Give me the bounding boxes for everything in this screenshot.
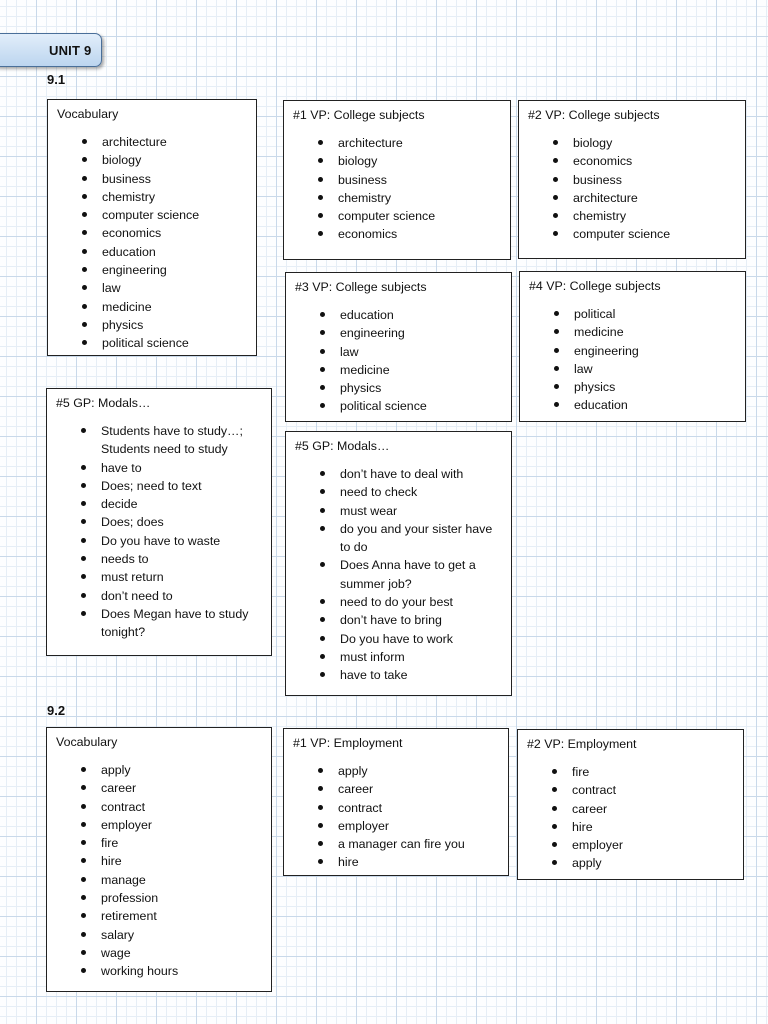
- list-item: career: [101, 779, 263, 797]
- list-item: employer: [572, 836, 735, 854]
- box-title: #1 VP: Employment: [293, 736, 403, 750]
- bullet-list: [527, 763, 735, 873]
- vp2-college-subjects-box: [518, 100, 746, 259]
- list-item: employer: [338, 817, 500, 835]
- list-item: biology: [102, 151, 248, 169]
- bullet-list: [293, 134, 502, 244]
- list-item: business: [573, 171, 737, 189]
- list-item: Does; need to text: [101, 477, 263, 495]
- bullet-list: [295, 306, 503, 416]
- list-item: have to take: [340, 666, 503, 684]
- list-item: retirement: [101, 907, 263, 925]
- list-item: apply: [101, 761, 263, 779]
- list-item: need to do your best: [340, 593, 503, 611]
- bullet-list: [56, 422, 263, 642]
- list-item: working hours: [101, 962, 263, 980]
- list-item: architecture: [338, 134, 502, 152]
- list-item: physics: [574, 378, 737, 396]
- box-title: Vocabulary: [56, 735, 118, 749]
- list-item: apply: [572, 854, 735, 872]
- list-item: manage: [101, 871, 263, 889]
- list-item: apply: [338, 762, 500, 780]
- list-item: must return: [101, 568, 263, 586]
- list-item: law: [574, 360, 737, 378]
- list-item: don’t need to: [101, 587, 263, 605]
- list-item: salary: [101, 926, 263, 944]
- list-item: contract: [572, 781, 735, 799]
- vp4-college-subjects-box: [519, 271, 746, 422]
- box-title: #4 VP: College subjects: [529, 279, 661, 293]
- list-item: don’t have to deal with: [340, 465, 503, 483]
- section-heading-9-2: 9.2: [47, 703, 66, 718]
- section-heading-9-1: 9.1: [47, 72, 66, 87]
- list-item: career: [338, 780, 500, 798]
- list-item: Does; does: [101, 513, 263, 531]
- box-title: Vocabulary: [57, 107, 119, 121]
- box-title: #3 VP: College subjects: [295, 280, 427, 294]
- list-item: economics: [573, 152, 737, 170]
- list-item: political science: [340, 397, 503, 415]
- list-item: needs to: [101, 550, 263, 568]
- list-item: medicine: [574, 323, 737, 341]
- list-item: computer science: [338, 207, 502, 225]
- list-item: medicine: [340, 361, 503, 379]
- list-item: economics: [338, 225, 502, 243]
- list-item: wage: [101, 944, 263, 962]
- unit-tab: UNIT 9: [0, 33, 102, 67]
- list-item: fire: [572, 763, 735, 781]
- list-item: engineering: [574, 342, 737, 360]
- vp1-college-subjects-box: [283, 100, 511, 260]
- list-item: law: [340, 343, 503, 361]
- list-item: do you and your sister have to do: [340, 520, 503, 557]
- list-item: must inform: [340, 648, 503, 666]
- list-item: law: [102, 279, 248, 297]
- list-item: chemistry: [573, 207, 737, 225]
- bullet-list: [293, 762, 500, 872]
- list-item: employer: [101, 816, 263, 834]
- vp2-employment-box: [517, 729, 744, 880]
- list-item: a manager can fire you: [338, 835, 500, 853]
- list-item: engineering: [102, 261, 248, 279]
- list-item: hire: [572, 818, 735, 836]
- bullet-list: [295, 465, 503, 685]
- box-title: #2 VP: College subjects: [528, 108, 660, 122]
- vocabulary-box-9-2: [46, 727, 272, 992]
- list-item: education: [102, 243, 248, 261]
- bullet-list: [529, 305, 737, 415]
- box-title: #1 VP: College subjects: [293, 108, 425, 122]
- list-item: profession: [101, 889, 263, 907]
- list-item: biology: [573, 134, 737, 152]
- list-item: computer science: [573, 225, 737, 243]
- list-item: economics: [102, 224, 248, 242]
- list-item: Do you have to work: [340, 630, 503, 648]
- vocabulary-box-9-1: [47, 99, 257, 356]
- list-item: career: [572, 800, 735, 818]
- list-item: computer science: [102, 206, 248, 224]
- list-item: have to: [101, 459, 263, 477]
- box-title: #5 GP: Modals…: [295, 439, 390, 453]
- list-item: don’t have to bring: [340, 611, 503, 629]
- vp3-college-subjects-box: [285, 272, 512, 422]
- list-item: chemistry: [338, 189, 502, 207]
- list-item: decide: [101, 495, 263, 513]
- list-item: Students have to study…; Students need to study: [101, 422, 263, 459]
- vp1-employment-box: [283, 728, 509, 876]
- list-item: hire: [101, 852, 263, 870]
- list-item: architecture: [573, 189, 737, 207]
- list-item: Do you have to waste: [101, 532, 263, 550]
- list-item: biology: [338, 152, 502, 170]
- list-item: political: [574, 305, 737, 323]
- list-item: must wear: [340, 502, 503, 520]
- list-item: political science: [102, 334, 248, 352]
- list-item: architecture: [102, 133, 248, 151]
- list-item: fire: [101, 834, 263, 852]
- bullet-list: [57, 133, 248, 353]
- list-item: physics: [340, 379, 503, 397]
- box-title: #5 GP: Modals…: [56, 396, 151, 410]
- list-item: contract: [338, 799, 500, 817]
- list-item: medicine: [102, 298, 248, 316]
- gp5-modals-box-right: [285, 431, 512, 696]
- list-item: education: [574, 396, 737, 414]
- list-item: contract: [101, 798, 263, 816]
- list-item: Does Megan have to study tonight?: [101, 605, 263, 642]
- list-item: physics: [102, 316, 248, 334]
- list-item: education: [340, 306, 503, 324]
- bullet-list: [56, 761, 263, 981]
- list-item: business: [338, 171, 502, 189]
- list-item: chemistry: [102, 188, 248, 206]
- list-item: business: [102, 170, 248, 188]
- list-item: hire: [338, 853, 500, 871]
- bullet-list: [528, 134, 737, 244]
- list-item: need to check: [340, 483, 503, 501]
- list-item: Does Anna have to get a summer job?: [340, 556, 503, 593]
- box-title: #2 VP: Employment: [527, 737, 637, 751]
- gp5-modals-box-left: [46, 388, 272, 656]
- list-item: engineering: [340, 324, 503, 342]
